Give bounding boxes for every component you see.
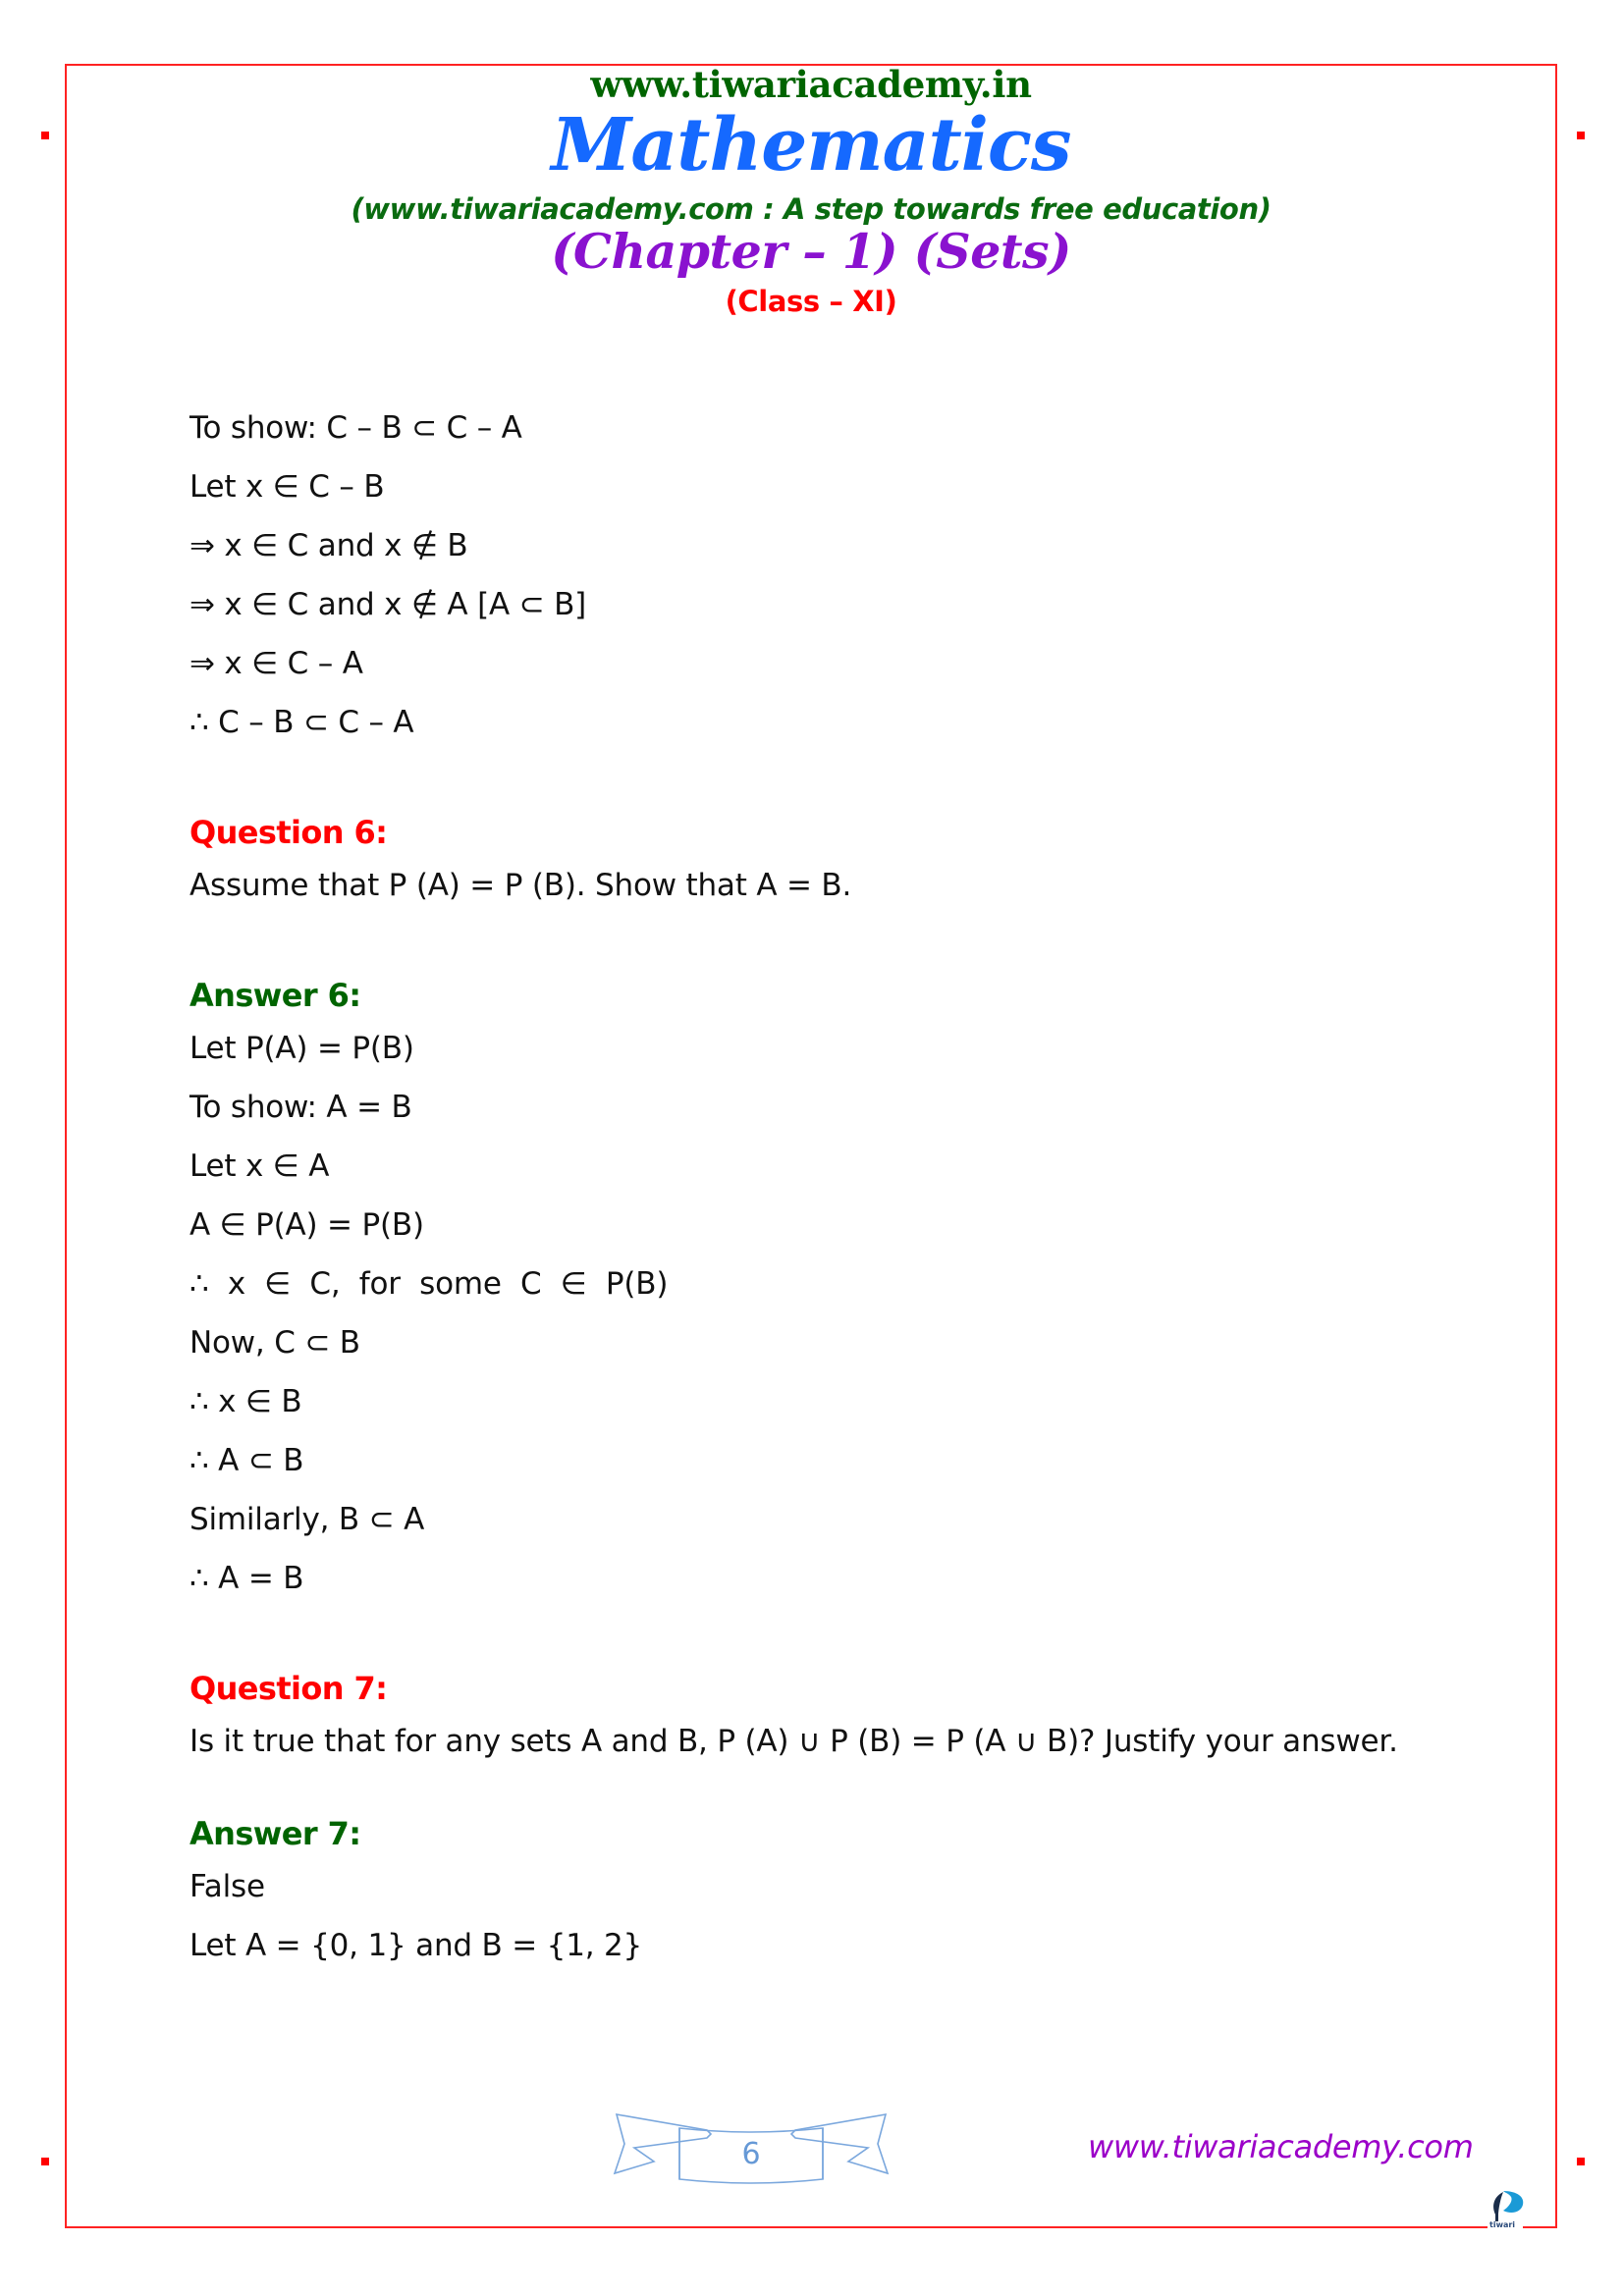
- answer-6-line: To show: A = B: [189, 1090, 412, 1125]
- answer-7-line: False: [189, 1869, 265, 1904]
- corner-dot-top-right: [1577, 132, 1585, 139]
- answer-6-line: ∴ x ∈ B: [189, 1384, 302, 1419]
- chapter-title: (Chapter – 1) (Sets): [551, 223, 1071, 281]
- answer-7-block: [189, 1810, 1460, 1975]
- class-title: (Class – XI): [725, 285, 897, 319]
- question-7-heading: Question 7:: [189, 1670, 388, 1707]
- corner-dot-bottom-left: [41, 2158, 49, 2165]
- proof-line: Let x ∈ C – B: [189, 469, 385, 505]
- answer-7-line: Let A = {0, 1} and B = {1, 2}: [189, 1928, 643, 1963]
- svg-text:tiwari: tiwari: [1489, 2220, 1516, 2229]
- page-header: [67, 63, 1555, 319]
- section-gap: [189, 752, 1460, 809]
- page-number: 6: [741, 2136, 761, 2171]
- proof-line: ⇒ x ∈ C and x ∉ A [A ⊂ B]: [189, 587, 587, 622]
- answer-6-heading: Answer 6:: [189, 977, 361, 1014]
- answer-6-line: Now, C ⊂ B: [189, 1325, 360, 1361]
- answer-6-line: A ∈ P(A) = P(B): [189, 1207, 424, 1243]
- answer-6-line: Let P(A) = P(B): [189, 1031, 414, 1066]
- page-footer: [67, 2110, 1555, 2229]
- answer-6-block: [189, 972, 1460, 1608]
- answer-6-line: ∴ A ⊂ B: [189, 1443, 304, 1478]
- subject-title: Mathematics: [551, 103, 1071, 187]
- answer-6-line: Let x ∈ A: [189, 1148, 330, 1184]
- page-content: [189, 399, 1460, 1975]
- corner-dot-bottom-right: [1577, 2158, 1585, 2165]
- question-6-heading: Question 6:: [189, 814, 388, 851]
- question-6-text: Assume that P (A) = P (B). Show that A = B.: [189, 868, 852, 903]
- answer-7-heading: Answer 7:: [189, 1815, 361, 1852]
- proof-line: ⇒ x ∈ C – A: [189, 646, 363, 681]
- answer-6-line: Similarly, B ⊂ A: [189, 1502, 425, 1537]
- answer-6-line: ∴ A = B: [189, 1561, 304, 1596]
- proof-block: [189, 399, 1460, 752]
- proof-line: ⇒ x ∈ C and x ∉ B: [189, 528, 468, 563]
- proof-line: To show: C – B ⊂ C – A: [189, 410, 522, 446]
- tiwari-academy-logo-icon: [1482, 2189, 1529, 2230]
- footer-url: www.tiwariacademy.com: [1088, 2128, 1474, 2165]
- section-gap: [189, 1608, 1460, 1665]
- section-gap: [189, 1771, 1460, 1810]
- corner-dot-top-left: [41, 132, 49, 139]
- answer-6-line: ∴ x ∈ C, for some C ∈ P(B): [189, 1266, 669, 1302]
- question-7-block: [189, 1665, 1460, 1771]
- question-6-block: [189, 809, 1460, 915]
- site-tagline: (www.tiwariacademy.com : A step towards free education): [351, 191, 1271, 226]
- question-7-text: Is it true that for any sets A and B, P (A) ∪ P (B) = P (A ∪ B)? Justify your answer.: [189, 1724, 1398, 1759]
- proof-line: ∴ C – B ⊂ C – A: [189, 705, 414, 740]
- section-gap: [189, 915, 1460, 972]
- site-title: www.tiwariacademy.in: [590, 63, 1032, 106]
